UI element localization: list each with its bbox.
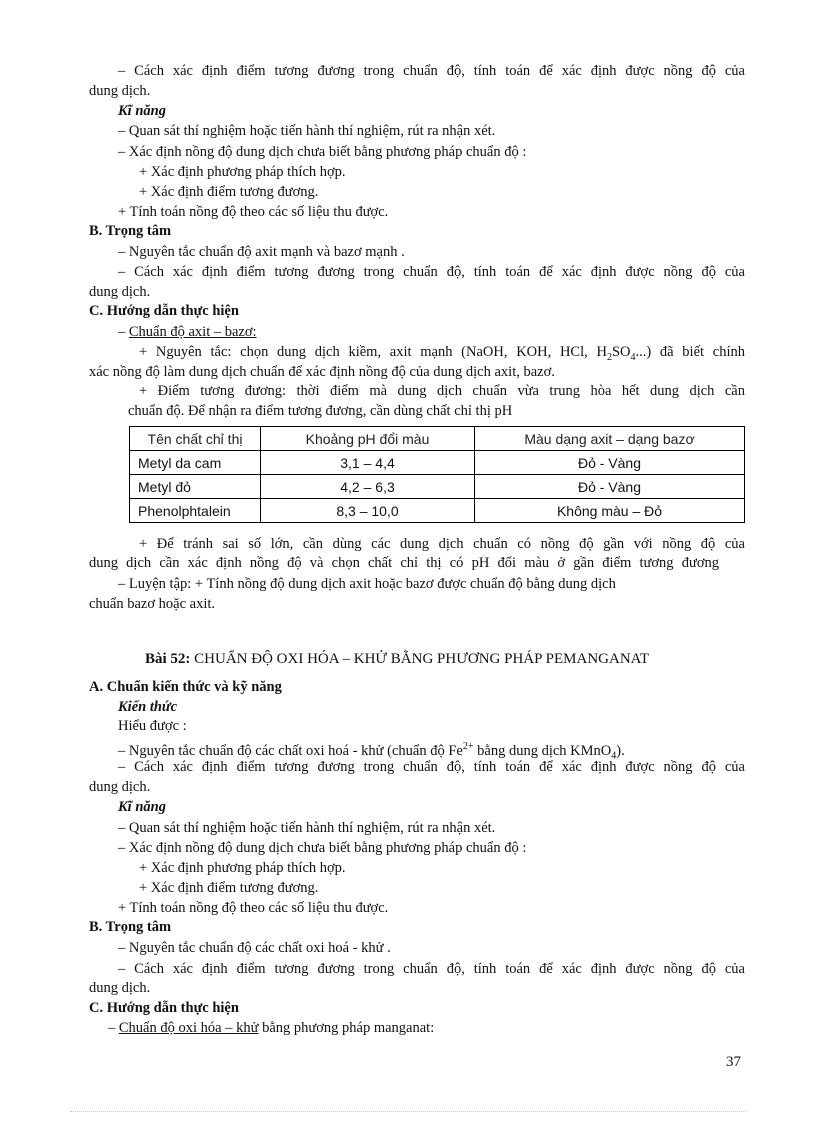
subheading-ki-nang: Kĩ năng: [118, 799, 166, 815]
text-line: dung dịch.: [89, 779, 151, 795]
text-line: dung dịch.: [89, 980, 151, 996]
underlined-term: Chuẩn độ oxi hóa – khử: [118, 1020, 259, 1036]
table-header-cell: Khoảng pH đổi màu: [261, 427, 475, 451]
text-line: – Chuẩn độ oxi hóa – khử bằng phương pháp manganat:: [108, 1020, 435, 1036]
text-line: chuẩn bazơ hoặc axit.: [89, 596, 216, 612]
text-line: – Nguyên tắc chuẩn độ axit mạnh và bazơ mạnh .: [118, 244, 405, 260]
text-line: Hiểu được :: [118, 718, 187, 734]
text-line: chuẩn độ. Để nhận ra điểm tương đương, cần dùng chất chỉ thị pH: [128, 403, 513, 419]
table-row: [130, 451, 745, 475]
table-header-cell: Màu dạng axit – dạng bazơ: [475, 427, 745, 451]
table-cell: Phenolphtalein: [130, 499, 261, 523]
table-row: [130, 475, 745, 499]
text-line: – Nguyên tắc chuẩn độ các chất oxi hoá - khử (chuẩn độ $Fe^{2+}$ bằng dung dịch KMnO$_4$).: [118, 741, 625, 762]
text-line: + Điểm tương đương: thời điểm mà dung dịch chuẩn vừa trung hòa hết dung dịch cần: [139, 383, 745, 399]
text-line: xác nồng độ làm dung dịch chuẩn để xác định nồng độ của dung dịch axit, bazơ.: [89, 364, 555, 380]
text-line: dung dịch.: [89, 83, 151, 99]
text-line: + Tính toán nồng độ theo các số liệu thu được.: [118, 900, 389, 916]
table-cell: 3,1 – 4,4: [261, 451, 475, 475]
section-heading: C. Hướng dẫn thực hiện: [89, 1000, 239, 1016]
text-line: dung dịch cần xác định nồng độ và chọn chất chỉ thị có pH đổi màu ở gần điểm tương đương: [89, 555, 719, 571]
text-line: dung dịch.: [89, 284, 151, 300]
text-line: – Cách xác định điểm tương đương trong chuẩn độ, tính toán để xác định được nồng độ của: [118, 63, 745, 79]
text-line: + Nguyên tắc: chọn dung dịch kiềm, axit mạnh (NaOH, KOH, HCl, $H_2SO_4$...) đã biết chính: [139, 344, 745, 363]
section-heading: B. Trọng tâm: [89, 919, 172, 935]
text-line: + Xác định phương pháp thích hợp.: [139, 164, 346, 180]
table-cell: Metyl đỏ: [130, 475, 261, 499]
text-line: – Cách xác định điểm tương đương trong chuẩn độ, tính toán để xác định được nồng độ của: [118, 961, 745, 977]
section-heading: A. Chuẩn kiến thức và kỹ năng: [89, 679, 282, 695]
section-heading: B. Trọng tâm: [89, 223, 172, 239]
text-line: + Xác định điểm tương đương.: [139, 184, 319, 200]
text-line: – Luyện tập: + Tính nồng độ dung dịch axit hoặc bazơ được chuẩn độ bằng dung dịch: [118, 576, 616, 592]
text-line: + Tính toán nồng độ theo các số liệu thu được.: [118, 204, 389, 220]
text-line: – Quan sát thí nghiệm hoặc tiến hành thí nghiệm, rút ra nhận xét.: [118, 820, 496, 836]
underlined-term: Chuẩn độ axit – bazơ:: [128, 324, 257, 340]
text-line: – Xác định nồng độ dung dịch chưa biết bằng phương pháp chuẩn độ :: [118, 840, 527, 856]
text-line: + Xác định phương pháp thích hợp.: [139, 860, 346, 876]
subheading-ki-nang: Kĩ năng: [118, 103, 166, 119]
page-number: 37: [726, 1054, 741, 1070]
text-line: – Quan sát thí nghiệm hoặc tiến hành thí nghiệm, rút ra nhận xét.: [118, 123, 496, 139]
text-line: + Để tránh sai số lớn, cần dùng các dung dịch chuẩn có nồng độ gần với nồng độ của: [139, 536, 745, 552]
subheading-kien-thuc: Kiến thức: [118, 699, 178, 715]
text-line: – Nguyên tắc chuẩn độ các chất oxi hoá - khử .: [118, 940, 391, 956]
table-row: [130, 499, 745, 523]
text-line: – Cách xác định điểm tương đương trong chuẩn độ, tính toán để xác định được nồng độ của: [118, 264, 745, 280]
text-line: – Cách xác định điểm tương đương trong chuẩn độ, tính toán để xác định được nồng độ của: [118, 759, 745, 775]
table-cell: Đỏ - Vàng: [475, 451, 745, 475]
page-bottom-divider: [70, 1111, 746, 1112]
lesson-title: Bài 52: CHUẨN ĐỘ OXI HÓA – KHỬ BẰNG PHƯƠNG PHÁP PEMANGANAT: [145, 651, 649, 667]
text-line: + Xác định điểm tương đương.: [139, 880, 319, 896]
text-line: – Chuẩn độ axit – bazơ:: [118, 324, 257, 340]
table-cell: Metyl da cam: [130, 451, 261, 475]
table-cell: Không màu – Đỏ: [475, 499, 745, 523]
table-cell: Đỏ - Vàng: [475, 475, 745, 499]
table-cell: 8,3 – 10,0: [261, 499, 475, 523]
table-cell: 4,2 – 6,3: [261, 475, 475, 499]
indicator-table: [129, 426, 745, 523]
text-line: – Xác định nồng độ dung dịch chưa biết bằng phương pháp chuẩn độ :: [118, 144, 527, 160]
section-heading: C. Hướng dẫn thực hiện: [89, 303, 239, 319]
table-header-cell: Tên chất chỉ thị: [130, 427, 261, 451]
table-header-row: [130, 427, 745, 451]
